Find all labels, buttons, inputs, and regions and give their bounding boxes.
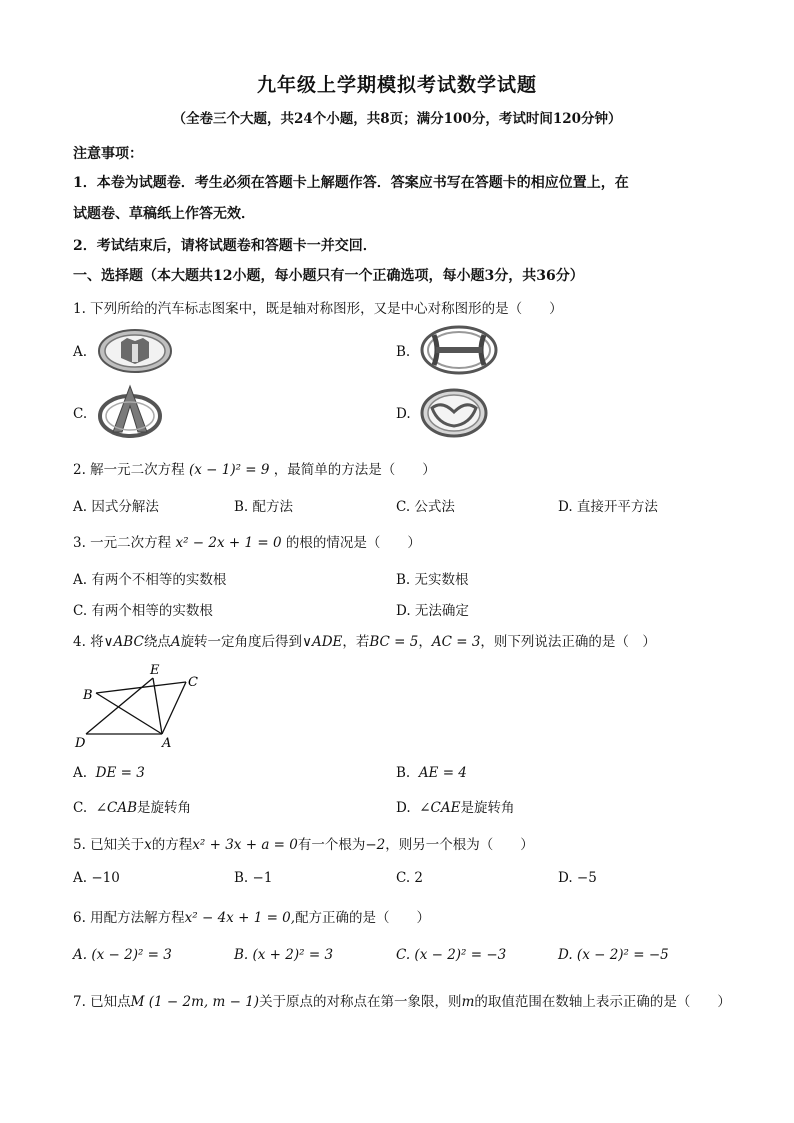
- q5-option-a: A. −10: [73, 870, 120, 886]
- question-4-stem: [73, 630, 656, 650]
- q1-option-d-label: D.: [396, 406, 411, 422]
- q1-option-c-label: C.: [73, 406, 88, 422]
- question-5-text-suffix: ，则另一个根为（ ）: [385, 837, 534, 853]
- question-7-point: M (1 − 2m, m − 1): [130, 994, 260, 1010]
- q4-option-a-label: A.: [73, 765, 88, 781]
- notes-heading: 注意事项：: [73, 146, 143, 162]
- q4-option-b-math: AE = 4: [418, 765, 467, 781]
- q3-option-a: A. 有两个不相等的实数根: [73, 572, 227, 588]
- question-4-text: 绕点: [143, 634, 171, 650]
- question-4-condition-bc: BC = 5: [369, 634, 419, 650]
- q3-option-c: C. 有两个相等的实数根: [73, 603, 213, 619]
- question-7-variable: m: [461, 994, 475, 1010]
- q2-option-c: C. 公式法: [396, 499, 455, 515]
- figure-label-e: E: [150, 663, 160, 678]
- q4-option-c: [73, 796, 191, 816]
- q6-option-b: B. (x + 2)² = 3: [234, 947, 334, 963]
- question-1-stem: 1. 下列所给的汽车标志图案中，既是轴对称图形，又是中心对称图形的是（ ）: [73, 301, 563, 317]
- q4-option-d-math: ∠CAE: [419, 800, 461, 816]
- q2-option-d: D. 直接开平方法: [558, 499, 658, 515]
- question-2-equation: (x − 1)² = 9: [188, 462, 270, 478]
- figure-label-c: C: [188, 675, 198, 690]
- question-7-text: 关于原点的对称点在第一象限，则: [259, 994, 462, 1010]
- question-7-text-suffix: 的取值范围在数轴上表示正确的是（ ）: [474, 994, 731, 1010]
- q5-option-d: D. −5: [558, 870, 597, 886]
- q4-option-a: [73, 765, 145, 781]
- notes-item-1a: 1．本卷为试题卷．考生必须在答题卡上解题作答．答案应书写在答题卡的相应位置上，在: [73, 175, 629, 191]
- question-6-text: 6. 用配方法解方程: [73, 910, 185, 926]
- q1-option-b-label: B.: [396, 344, 411, 360]
- question-5-variable: x: [144, 837, 152, 853]
- triangle-rotation-figure: [72, 660, 212, 756]
- question-4-text: ，: [418, 634, 432, 650]
- q4-option-c-text: 是旋转角: [137, 800, 192, 816]
- question-3-stem: [73, 531, 421, 551]
- question-5-stem: [73, 833, 534, 853]
- figure-label-d: D: [75, 736, 86, 751]
- question-5-text: 5. 已知关于: [73, 837, 145, 853]
- notes-item-2: 2．考试结束后，请将试题卷和答题卡一并交回．: [73, 238, 377, 254]
- q4-option-d-label: D.: [396, 800, 411, 816]
- question-3-text-suffix: 的根的情况是（ ）: [285, 535, 421, 551]
- question-6-text-suffix: 配方正确的是（ ）: [295, 910, 431, 926]
- question-6-equation: x² − 4x + 1 = 0,: [184, 910, 296, 926]
- q6-option-d: D. (x − 2)² = −5: [558, 947, 669, 963]
- q6-option-a: A. (x − 2)² = 3: [73, 947, 172, 963]
- question-5-text: 的方程: [151, 837, 193, 853]
- hino-logo-icon: [420, 325, 498, 379]
- page-subtitle: （全卷三个大题，共24个小题，共8页；满分100分，考试时间120分钟）: [172, 111, 622, 127]
- section-1-heading: 一、选择题（本大题共12小题，每小题只有一个正确选项，每小题3分，共36分）: [73, 268, 584, 284]
- notes-item-1b: 试题卷、草稿纸上作答无效．: [73, 206, 255, 222]
- question-4-point: A: [170, 634, 181, 650]
- q2-option-b: B. 配方法: [234, 499, 294, 515]
- q2-option-a: A. 因式分解法: [73, 499, 159, 515]
- question-6-stem: [73, 906, 430, 926]
- q6-option-c: C. (x − 2)² = −3: [396, 947, 507, 963]
- mazda-logo-icon: [420, 388, 488, 442]
- question-4-text-suffix: ，则下列说法正确的是（ ）: [480, 634, 656, 650]
- question-7-stem: [73, 990, 731, 1010]
- q3-option-b: B. 无实数根: [396, 572, 469, 588]
- question-5-text: 有一个根为: [297, 837, 366, 853]
- figure-label-a: A: [162, 736, 172, 751]
- figure-label-b: B: [83, 688, 93, 703]
- q4-option-b: [396, 765, 467, 781]
- q1-option-a-label: A.: [73, 344, 88, 360]
- question-2-stem: [73, 458, 436, 478]
- q5-option-b: B. −1: [234, 870, 273, 886]
- question-7-text: 7. 已知点: [73, 994, 131, 1010]
- page-title: 九年级上学期模拟考试数学试题: [256, 74, 537, 96]
- question-3-equation: x² − 2x + 1 = 0: [175, 535, 282, 551]
- q4-option-d: [396, 796, 514, 816]
- question-2-text: 2. 解一元二次方程: [73, 462, 185, 478]
- great-wall-logo-icon: [97, 328, 173, 378]
- arrow-ring-logo-icon: [97, 384, 163, 444]
- question-5-root: −2: [365, 837, 386, 853]
- q4-option-d-text: 是旋转角: [460, 800, 515, 816]
- q4-option-c-math: ∠CAB: [95, 800, 138, 816]
- question-4-text: ，若: [342, 634, 370, 650]
- q4-option-a-math: DE = 3: [95, 765, 145, 781]
- q5-option-c: C. 2: [396, 870, 424, 886]
- question-4-text: 4. 将: [73, 634, 104, 650]
- q4-option-b-label: B.: [396, 765, 411, 781]
- question-3-text: 3. 一元二次方程: [73, 535, 172, 551]
- question-4-triangle-abc: ∨ABC: [103, 634, 144, 650]
- question-2-text-suffix: ，最简单的方法是（ ）: [273, 462, 436, 478]
- question-4-condition-ac: AC = 3: [431, 634, 481, 650]
- question-5-equation: x² + 3x + a = 0: [192, 837, 298, 853]
- question-4-triangle-ade: ∨ADE: [302, 634, 343, 650]
- question-4-text: 旋转一定角度后得到: [180, 634, 303, 650]
- q3-option-d: D. 无法确定: [396, 603, 469, 619]
- q4-option-c-label: C.: [73, 800, 88, 816]
